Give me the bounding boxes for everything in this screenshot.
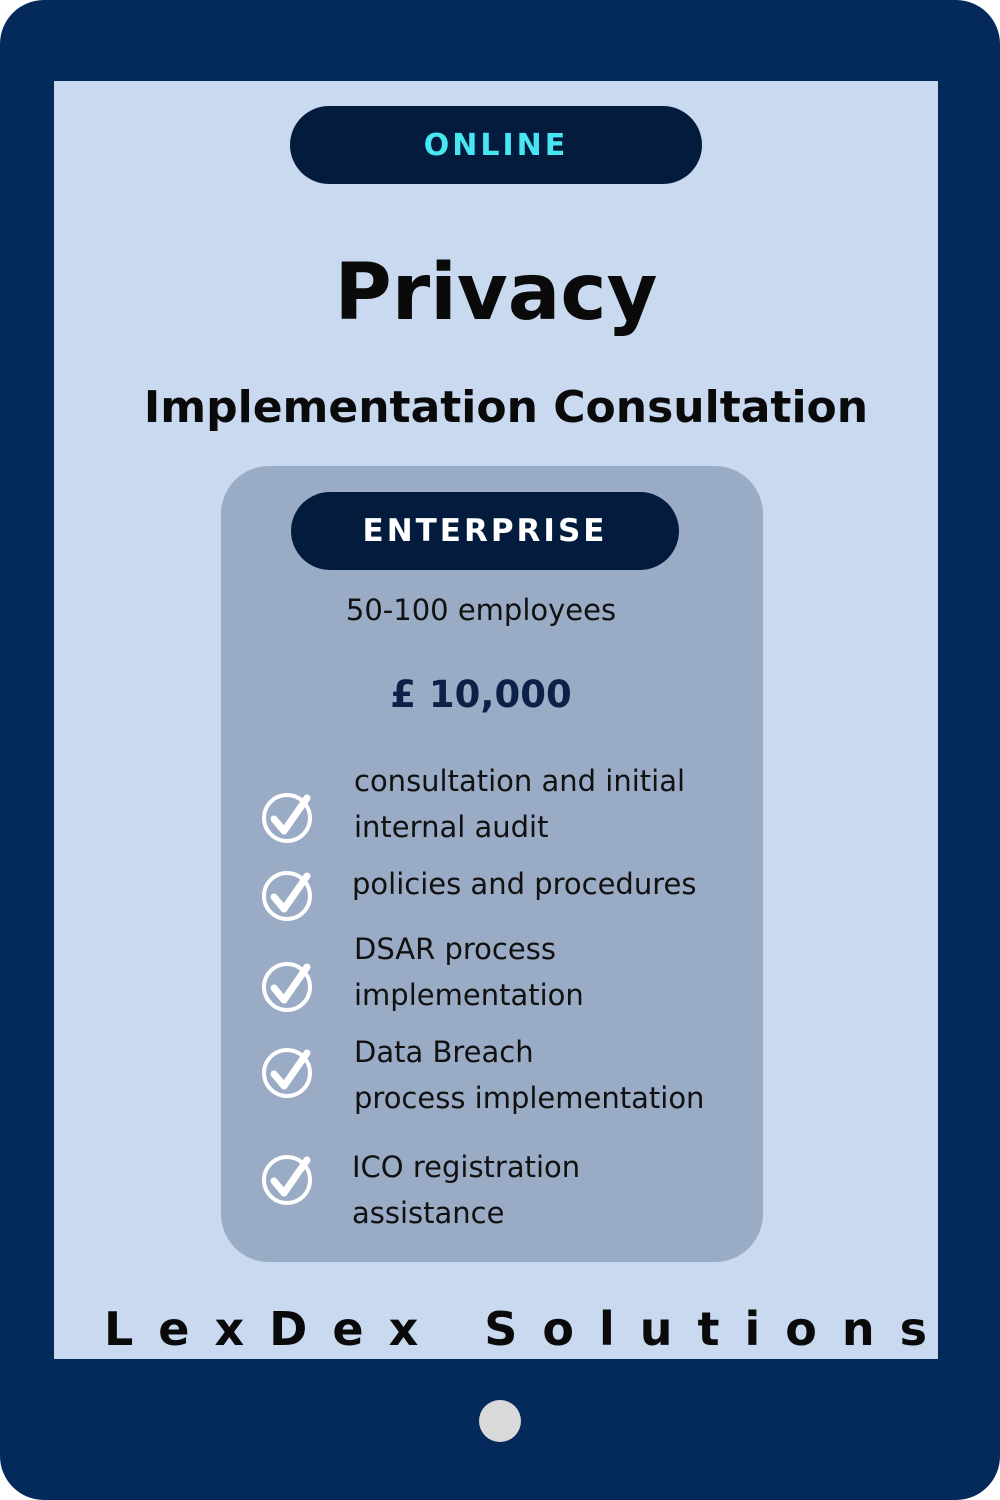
feature-text: consultation and initial internal audit (354, 764, 686, 844)
feature-text: ICO registration assistance (352, 1150, 581, 1230)
check-circle-icon (261, 1151, 317, 1207)
feature-text: DSAR process implementation (354, 932, 584, 1012)
plan-tier-badge (291, 492, 679, 570)
check-circle-icon (261, 1044, 317, 1100)
online-badge-label: ONLINE (423, 127, 569, 163)
tablet-screen (54, 81, 952, 1359)
feature-text: policies and procedures (352, 867, 697, 901)
page-subtitle: Implementation Consultation (143, 382, 869, 433)
plan-price: £ 10,000 (390, 673, 572, 716)
page-title: Privacy (334, 248, 658, 338)
online-badge (290, 106, 702, 184)
home-button[interactable] (479, 1400, 521, 1442)
plan-card (221, 466, 763, 1262)
check-circle-icon (261, 789, 317, 845)
check-circle-icon (261, 867, 317, 923)
feature-text: Data Breach process implementation (354, 1035, 705, 1115)
plan-employees: 50-100 employees (345, 593, 617, 627)
plan-tier-label: ENTERPRISE (362, 513, 608, 549)
brand-name: LexDex Solutions (104, 1302, 952, 1356)
check-circle-icon (261, 958, 317, 1014)
